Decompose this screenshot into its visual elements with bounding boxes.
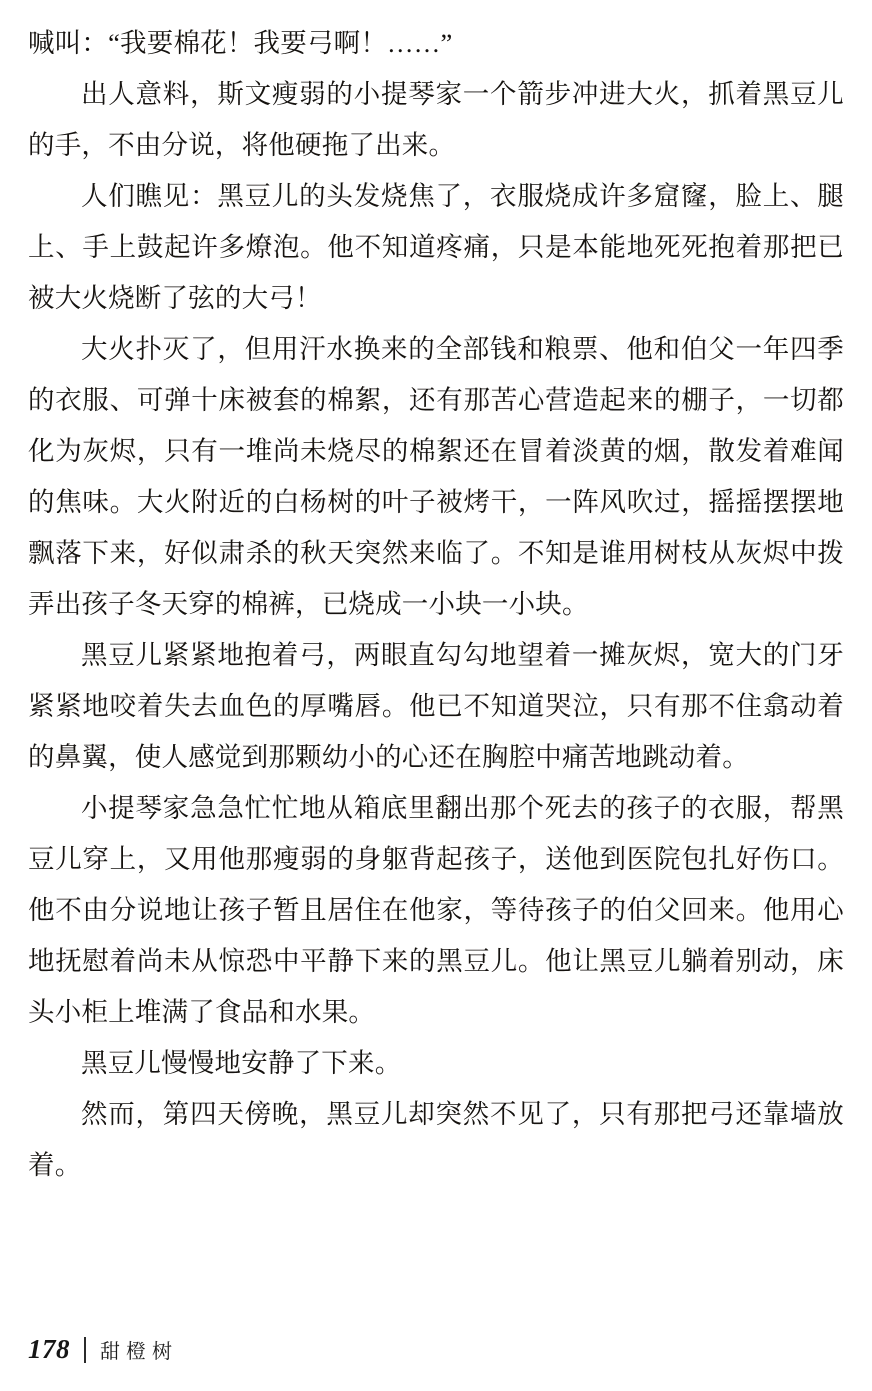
paragraph: 小提琴家急急忙忙地从箱底里翻出那个死去的孩子的衣服，帮黑豆儿穿上，又用他那瘦弱的身躯背起孩子，送他到医院包扎好伤口。他不由分说地让孩子暂且居住在他家，等待孩子的伯父回来。他用心地抚慰着尚未从惊恐中平静下来的黑豆儿。他让黑豆儿躺着别动，床头小柜上堆满了食品和水果。 <box>28 793 844 1027</box>
footer-divider <box>84 1337 86 1363</box>
book-title: 甜橙树 <box>100 1339 178 1363</box>
page-number: 178 <box>28 1334 70 1364</box>
paragraph: 人们瞧见：黑豆儿的头发烧焦了，衣服烧成许多窟窿，脸上、腿上、手上鼓起许多燎泡。他不知道疼痛，只是本能地死死抱着那把已被大火烧断了弦的大弓！ <box>28 181 844 313</box>
body-text <box>28 18 844 1191</box>
paragraph: 大火扑灭了，但用汗水换来的全部钱和粮票、他和伯父一年四季的衣服、可弹十床被套的棉絮，还有那苦心营造起来的棚子，一切都化为灰烬，只有一堆尚未烧尽的棉絮还在冒着淡黄的烟，散发着难闻的焦味。大火附近的白杨树的叶子被烤干，一阵风吹过，摇摇摆摆地飘落下来，好似肃杀的秋天突然来临了。不知是谁用树枝从灰烬中拨弄出孩子冬天穿的棉裤，已烧成一小块一小块。 <box>28 334 844 619</box>
page-footer <box>28 1334 178 1365</box>
paragraph: 黑豆儿紧紧地抱着弓，两眼直勾勾地望着一摊灰烬，宽大的门牙紧紧地咬着失去血色的厚嘴唇。他已不知道哭泣，只有那不住翕动着的鼻翼，使人感觉到那颗幼小的心还在胸腔中痛苦地跳动着。 <box>28 640 844 772</box>
paragraph: 喊叫：“我要棉花！我要弓啊！……” <box>28 28 453 58</box>
paragraph: 出人意料，斯文瘦弱的小提琴家一个箭步冲进大火，抓着黑豆儿的手，不由分说，将他硬拖了出来。 <box>28 79 844 160</box>
paragraph: 黑豆儿慢慢地安静了下来。 <box>81 1048 402 1078</box>
paragraph: 然而，第四天傍晚，黑豆儿却突然不见了，只有那把弓还靠墙放着。 <box>28 1099 844 1180</box>
